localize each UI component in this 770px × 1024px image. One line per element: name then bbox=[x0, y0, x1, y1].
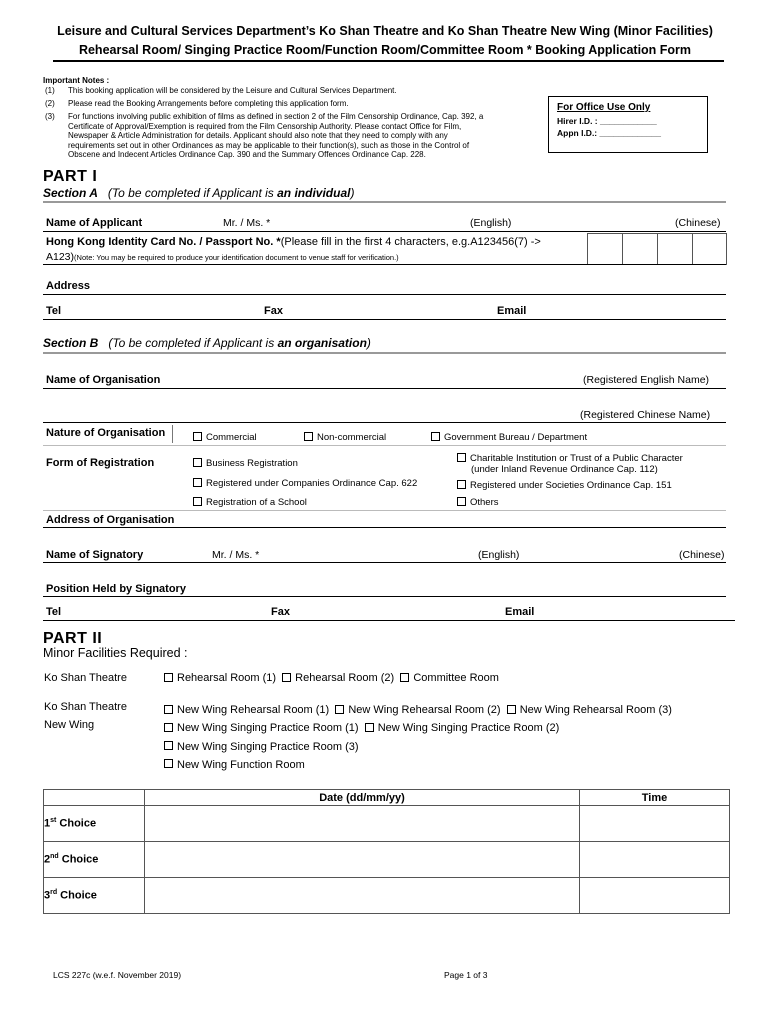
others-label: Others bbox=[470, 497, 499, 508]
note-2: Please read the Booking Arrangements before completing this application form. bbox=[68, 99, 349, 108]
org-address-line[interactable] bbox=[43, 527, 726, 528]
hkid-hint-line2 bbox=[46, 251, 399, 263]
name-of-applicant-label: Name of Applicant bbox=[46, 217, 143, 229]
societies-checkbox[interactable] bbox=[457, 480, 466, 489]
charitable-label-2: (under Inland Revenue Ordinance Cap. 112) bbox=[471, 464, 658, 475]
kst-rehearsal-1-checkbox[interactable] bbox=[164, 673, 173, 682]
tel2-label: Tel bbox=[46, 606, 62, 618]
table-row bbox=[44, 878, 730, 914]
nw-singing-1-checkbox[interactable] bbox=[164, 723, 173, 732]
noncommercial-label: Non-commercial bbox=[317, 432, 387, 443]
kst-rehearsal-2-checkbox[interactable] bbox=[282, 673, 291, 682]
choice-2-number: 2 bbox=[44, 853, 51, 866]
nw-singing-2-option[interactable] bbox=[365, 722, 560, 734]
companies-option[interactable] bbox=[193, 478, 417, 489]
section-b-divider bbox=[43, 352, 726, 354]
kst-rehearsal-1-option[interactable] bbox=[164, 672, 276, 684]
business-reg-option[interactable] bbox=[193, 458, 298, 469]
form-reg-line bbox=[43, 510, 726, 511]
kst-options bbox=[164, 672, 499, 684]
org-english-name-label: (Registered English Name) bbox=[583, 374, 710, 386]
choice-3-date[interactable] bbox=[145, 878, 580, 914]
section-b-bold: an organisation bbox=[277, 336, 367, 350]
companies-label: Registered under Companies Ordinance Cap. 622 bbox=[206, 478, 418, 489]
applicant-chinese-label: (Chinese) bbox=[675, 217, 721, 229]
page-number: Page 1 of 3 bbox=[444, 970, 488, 980]
choice-1-label bbox=[44, 806, 145, 842]
nw-rehearsal-3-label: New Wing Rehearsal Room (3) bbox=[519, 704, 672, 716]
societies-option[interactable] bbox=[457, 480, 672, 491]
signatory-english-label: (English) bbox=[478, 549, 520, 561]
note-3-line4: requirements set out in other Ordinances as may be applicable to their function(s), such as those in the Control of bbox=[68, 140, 470, 150]
org-name-label: Name of Organisation bbox=[46, 374, 161, 386]
hirer-id: Hirer I.D. : ____________ bbox=[557, 116, 657, 126]
choice-3-word: Choice bbox=[57, 889, 97, 902]
new-wing-options bbox=[164, 701, 672, 774]
companies-checkbox[interactable] bbox=[193, 478, 202, 487]
kst-label: Ko Shan Theatre bbox=[44, 672, 127, 684]
nw-rehearsal-2-label: New Wing Rehearsal Room (2) bbox=[348, 704, 501, 716]
hkid-hint: (Please fill in the first 4 characters, e.g.A123456(7) -> bbox=[280, 236, 541, 248]
form-code: LCS 227c (w.e.f. November 2019) bbox=[53, 970, 182, 980]
school-label: Registration of a School bbox=[206, 497, 307, 508]
booking-choice-table bbox=[43, 789, 730, 914]
govt-checkbox[interactable] bbox=[431, 432, 440, 441]
choice-1-suffix: st bbox=[50, 817, 57, 825]
nature-commercial-option[interactable] bbox=[193, 432, 257, 443]
section-b-label: Section B bbox=[43, 336, 99, 350]
others-checkbox[interactable] bbox=[457, 497, 466, 506]
address-label: Address bbox=[46, 280, 91, 292]
charitable-option[interactable] bbox=[457, 453, 683, 475]
office-use-box bbox=[548, 96, 708, 153]
choice-2-date[interactable] bbox=[145, 842, 580, 878]
commercial-checkbox[interactable] bbox=[193, 432, 202, 441]
fax2-label: Fax bbox=[271, 606, 290, 618]
position-label: Position Held by Signatory bbox=[46, 583, 186, 595]
section-a-divider bbox=[43, 201, 726, 203]
note-3-line1: For functions involving public exhibition of films as defined in section 2 of the Film Censorship Ordinance, Cap. 392, a bbox=[68, 112, 484, 121]
note-3-text bbox=[68, 112, 558, 160]
nw-singing-2-checkbox[interactable] bbox=[365, 723, 374, 732]
applicant-name-line[interactable] bbox=[43, 231, 726, 232]
hkid-box-3[interactable] bbox=[657, 233, 693, 265]
choice-2-word: Choice bbox=[58, 853, 99, 866]
nw-singing-1-label: New Wing Singing Practice Room (1) bbox=[177, 722, 359, 735]
societies-label: Registered under Societies Ordinance Cap. 151 bbox=[470, 480, 672, 491]
hkid-line bbox=[43, 264, 726, 265]
nw-singing-2-label: New Wing Singing Practice Room (2) bbox=[377, 722, 560, 735]
form-title-line1: Leisure and Cultural Services Department’s Ko Shan Theatre and Ko Shan Theatre New Wing (Minor Facilities) bbox=[57, 24, 713, 38]
nw-rehearsal-2-option[interactable] bbox=[335, 704, 500, 716]
nw-rehearsal-1-checkbox[interactable] bbox=[164, 705, 173, 714]
section-a-heading bbox=[43, 186, 354, 200]
kst-rehearsal-2-option[interactable] bbox=[282, 672, 394, 684]
office-use-title: For Office Use Only bbox=[557, 102, 651, 113]
kst-rehearsal-2-label: Rehearsal Room (2) bbox=[295, 672, 395, 684]
kst-committee-checkbox[interactable] bbox=[400, 673, 409, 682]
charitable-label: Charitable Institution or Trust of a Public Character bbox=[470, 453, 683, 464]
section-a-text: (To be completed if Applicant is bbox=[107, 186, 278, 200]
notes-heading: Important Notes : bbox=[43, 76, 110, 85]
school-checkbox[interactable] bbox=[193, 497, 202, 506]
form-reg-label: Form of Registration bbox=[46, 457, 155, 469]
choice-1-word: Choice bbox=[56, 817, 97, 830]
tel-label: Tel bbox=[46, 305, 62, 317]
hkid-label bbox=[46, 236, 541, 248]
others-option[interactable] bbox=[457, 497, 499, 508]
school-option[interactable] bbox=[193, 497, 307, 508]
part1-title: PART I bbox=[43, 168, 98, 185]
new-wing-label-2: New Wing bbox=[44, 719, 95, 731]
nature-label: Nature of Organisation bbox=[46, 427, 166, 439]
address-line[interactable] bbox=[43, 294, 726, 295]
org-english-name-line[interactable] bbox=[43, 388, 726, 389]
new-wing-row-2 bbox=[164, 719, 672, 737]
kst-rehearsal-1-label: Rehearsal Room (1) bbox=[177, 672, 277, 684]
section-b-text: (To be completed if Applicant is bbox=[108, 336, 278, 350]
choice-1-number: 1 bbox=[44, 817, 51, 830]
choice-2-time[interactable] bbox=[580, 842, 730, 878]
govt-label: Government Bureau / Department bbox=[444, 432, 588, 443]
nature-line bbox=[43, 445, 726, 446]
header-empty-cell bbox=[44, 790, 145, 806]
nature-noncommercial-option[interactable] bbox=[304, 432, 386, 443]
form-title-line2: Rehearsal Room/ Singing Practice Room/Function Room/Committee Room * Booking Application Form bbox=[78, 43, 692, 57]
org-chinese-name-line[interactable] bbox=[43, 422, 726, 423]
note-3-line3: Newspaper & Article Administration for details. Applicant should also note that they need to comply with any bbox=[68, 131, 448, 141]
commercial-label: Commercial bbox=[206, 432, 257, 443]
section-a-label: Section A bbox=[43, 186, 98, 200]
noncommercial-checkbox[interactable] bbox=[304, 432, 313, 441]
email2-label: Email bbox=[505, 606, 535, 618]
signatory-chinese-label: (Chinese) bbox=[679, 549, 725, 561]
choice-3-number: 3 bbox=[44, 889, 51, 902]
nw-singing-3-checkbox[interactable] bbox=[164, 741, 173, 750]
minor-facilities-label: Minor Facilities Required : bbox=[43, 646, 188, 660]
nw-rehearsal-1-option[interactable] bbox=[164, 704, 329, 716]
hkid-box-1[interactable] bbox=[587, 233, 623, 265]
hkid-box-4[interactable] bbox=[692, 233, 727, 265]
email-label: Email bbox=[497, 305, 527, 317]
contact2-line[interactable] bbox=[43, 620, 735, 621]
hkid-note: (Note: You may be required to produce your identification document to venue staff for verification.) bbox=[74, 253, 399, 262]
appn-id: Appn I.D.: _____________ bbox=[557, 128, 661, 138]
choice-2-label bbox=[44, 842, 145, 878]
nw-function-label: New Wing Function Room bbox=[177, 758, 305, 771]
hkid-hint-end: A123) bbox=[46, 251, 75, 263]
kst-committee-label: Committee Room bbox=[413, 672, 499, 684]
section-b-heading bbox=[43, 336, 371, 350]
nw-function-option[interactable] bbox=[164, 759, 305, 771]
hkid-label-text: Hong Kong Identity Card No. / Passport No. * bbox=[46, 236, 281, 248]
nw-function-checkbox[interactable] bbox=[164, 759, 173, 768]
new-wing-row-4 bbox=[164, 756, 672, 774]
note-1: This booking application will be considered by the Leisure and Cultural Services Department. bbox=[68, 86, 397, 95]
note-2-number: (2) bbox=[45, 99, 55, 108]
nature-divider bbox=[172, 425, 173, 443]
choice-3-label bbox=[44, 878, 145, 914]
charitable-checkbox[interactable] bbox=[457, 453, 466, 462]
nw-singing-3-label: New Wing Singing Practice Room (3) bbox=[177, 740, 359, 753]
choice-1-date[interactable] bbox=[145, 806, 580, 842]
note-3-line2: Certificate of Approval/Exemption is required from the Film Censorship Authority. Please contact Office for Film, bbox=[68, 121, 462, 131]
note-3-number: (3) bbox=[45, 112, 55, 121]
applicant-english-label: (English) bbox=[470, 217, 512, 229]
choice-1-time[interactable] bbox=[580, 806, 730, 842]
choice-3-suffix: rd bbox=[50, 889, 58, 897]
title-divider bbox=[53, 60, 724, 62]
signatory-title: Mr. / Ms. * bbox=[212, 549, 260, 561]
note-3-line5: Obscene and Indecent Articles Ordinance Cap. 390 and the Summary Offences Ordinance Cap. 228. bbox=[68, 150, 426, 160]
business-reg-checkbox[interactable] bbox=[193, 458, 202, 467]
table-header-row bbox=[44, 790, 730, 806]
applicant-title: Mr. / Ms. * bbox=[223, 217, 271, 229]
position-line[interactable] bbox=[43, 596, 726, 597]
table-row bbox=[44, 842, 730, 878]
section-a-end: ) bbox=[350, 186, 355, 200]
contact-line[interactable] bbox=[43, 319, 726, 320]
time-header: Time bbox=[580, 790, 730, 806]
nw-singing-3-option[interactable] bbox=[164, 741, 359, 753]
org-address-label: Address of Organisation bbox=[46, 514, 175, 526]
new-wing-row-3 bbox=[164, 738, 672, 756]
nw-rehearsal-3-option[interactable] bbox=[507, 704, 672, 716]
business-reg-label: Business Registration bbox=[206, 458, 298, 469]
note-1-number: (1) bbox=[45, 86, 55, 95]
date-header: Date (dd/mm/yy) bbox=[145, 790, 580, 806]
table-row bbox=[44, 806, 730, 842]
new-wing-row-1 bbox=[164, 701, 672, 719]
new-wing-label-1: Ko Shan Theatre bbox=[44, 701, 127, 713]
hkid-box-2[interactable] bbox=[622, 233, 658, 265]
section-a-bold: an individual bbox=[277, 186, 351, 200]
part2-title: PART II bbox=[43, 630, 103, 647]
nw-singing-1-option[interactable] bbox=[164, 722, 359, 734]
nw-rehearsal-1-label: New Wing Rehearsal Room (1) bbox=[177, 704, 330, 716]
signatory-label: Name of Signatory bbox=[46, 549, 144, 561]
section-b-end: ) bbox=[366, 336, 371, 350]
choice-2-suffix: nd bbox=[50, 853, 59, 861]
fax-label: Fax bbox=[264, 305, 283, 317]
org-chinese-name-label: (Registered Chinese Name) bbox=[580, 409, 711, 421]
nw-rehearsal-2-checkbox[interactable] bbox=[335, 705, 344, 714]
nw-rehearsal-3-checkbox[interactable] bbox=[507, 705, 516, 714]
nature-govt-option[interactable] bbox=[431, 432, 587, 443]
kst-committee-option[interactable] bbox=[400, 672, 499, 684]
signatory-line[interactable] bbox=[43, 562, 726, 563]
choice-3-time[interactable] bbox=[580, 878, 730, 914]
